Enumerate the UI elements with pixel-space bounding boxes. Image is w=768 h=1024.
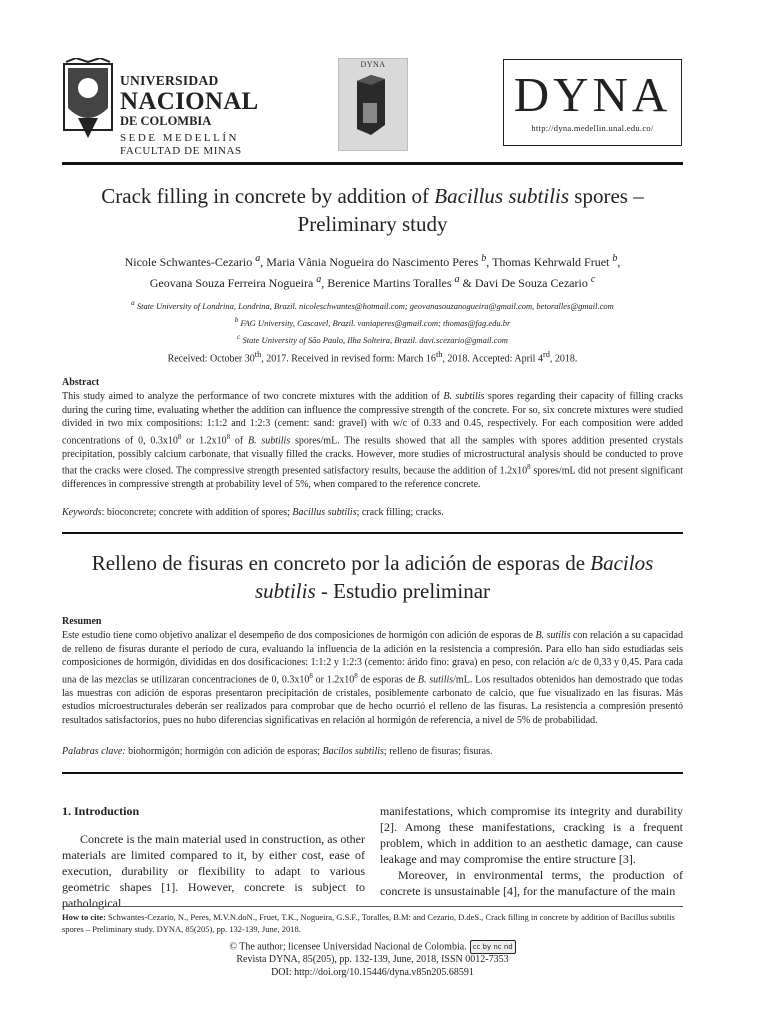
author-name: Nicole Schwantes-Cezario — [124, 255, 253, 269]
journal-issue-line: Revista DYNA, 85(205), pp. 132-139, June, 2018, ISSN 0012-7353 — [236, 954, 509, 965]
abstract-species: B. subtilis — [443, 391, 485, 402]
citation-text: Schwantes-Cezario, N., Peres, M.V.N.doN., Fruet, T.K., Nogueira, G.S.F., Toralles, B.M: and Cezario, D.deS., Crack filling in concrete by addition of Bacillus subtilis spores – Preliminary study. DYNA, 85(205), pp. 132-139, June, 2018. — [62, 912, 675, 934]
author-affil-mark: a — [255, 253, 261, 264]
resumen-text: de esporas de — [357, 674, 418, 686]
abstract-text: spores/mL did not present significant differences in compressive strength at probability level of 5%, when compared to the reference concrete. — [62, 465, 683, 491]
resumen-text: Este estudio tiene como objetivo analizar el desempeño de dos composiciones de hormigón con adición de esporas de — [62, 630, 536, 641]
footer-rule — [62, 906, 683, 907]
author-list — [62, 250, 683, 292]
exponent: 8 — [177, 432, 182, 441]
english-title — [62, 182, 683, 238]
abstract-text: spores regarding their capacity of filling cracks during the curing time, evaluating whether the addition can influence the compressive strength of the concrete. For so, six concrete mixtures were studied divided in two mix compositions: 1:1:2 and 1:2:3 (cement: sand: gravel) with w/c of 0.33 and 0.45, respectively. For each composition were added concentrations of 0, 0.3x10 — [62, 391, 683, 447]
university-name-line3: DE COLOMBIA — [120, 113, 212, 128]
received-text: , 2018. — [549, 353, 578, 365]
received-dates — [62, 348, 683, 366]
journal-logo-box — [503, 59, 682, 146]
how-to-cite-label: How to cite: — [62, 912, 106, 922]
affiliations — [62, 296, 683, 346]
keywords-species: Bacillus subtilis — [292, 507, 357, 518]
resumen-body — [62, 629, 683, 727]
title-line2: Preliminary study — [297, 212, 448, 236]
journal-cover-thumbnail — [338, 58, 408, 151]
title-species: Bacilos — [590, 551, 654, 575]
journal-name: DYNA — [513, 67, 672, 122]
keywords-text: ; crack filling; cracks. — [356, 507, 444, 518]
author-affil-mark: c — [590, 274, 596, 285]
header-rule — [62, 162, 683, 165]
author-separator: , — [617, 255, 621, 269]
intro-paragraph: Concrete is the main material used in construction, as other materials are limited compared to it, by either cost, ease of execution, durability or flexibility to adapt to various geometric shapes [1]. However, concrete is subject to pathological — [62, 832, 365, 910]
intro-left-column — [62, 803, 365, 911]
abstract-species: B. subtilis — [247, 435, 291, 447]
abstract-heading: Abstract — [62, 377, 100, 388]
author-name: Geovana Souza Ferreira Nogueira — [149, 276, 314, 290]
doi-line[interactable]: DOI: http://doi.org/10.15446/dyna.v85n205.68591 — [271, 967, 474, 978]
ordinal: rd — [542, 350, 550, 359]
palabras-clave-label: Palabras clave: — [62, 746, 126, 757]
intro-paragraph: Moreover, in environmental terms, the production of concrete is unsustainable [4], for the manufacture of the main — [380, 868, 683, 898]
intro-paragraph: manifestations, which compromise its integrity and durability [2]. Among these manifestations, cracking is a frequent problem, which in addition to an aesthetic damage, can cause leakage and may compromise the entire structure [3]. — [380, 804, 683, 866]
exponent: 8 — [527, 463, 531, 472]
keywords — [62, 506, 683, 520]
license-line — [62, 940, 683, 954]
author-affil-mark: b — [612, 253, 618, 264]
affiliation-c: State University of São Paulo, Ilha Solteira, Brazil. davi.scezario@gmail.com — [240, 334, 508, 345]
author-name: & Davi De Souza Cezario — [459, 276, 588, 290]
university-campus: SEDE MEDELLÍN — [120, 132, 239, 144]
resumen-text: con relación a su capacidad de relleno de fisuras durante el período de cura, evaluando la influencia de la adición en la resistencia a compresión. Para ello han sido estudiadas seis composiciones de hormigón, divididas en dos dosificaciones: 1:1:2 y 1:2:3 (cemento: árido fino: grava) en peso, con relación a/c de 0,33 y 0,45. Para cada una de las mezclas se utilizaran concentraciones de 0, 0.3x10 — [62, 630, 683, 686]
keywords-label: Keywords — [62, 507, 102, 518]
university-shield-icon — [62, 58, 114, 146]
copyright-text: © The author; licensee Universidad Nacional de Colombia. — [229, 941, 467, 953]
title-species: Bacillus subtilis — [434, 184, 570, 208]
palabras-clave-species: Bacilos subtilis — [322, 746, 384, 757]
intro-right-column — [380, 803, 683, 899]
university-name-line1: UNIVERSIDAD — [120, 73, 219, 88]
received-text: , 2017. Received in revised form: March 16 — [261, 353, 436, 365]
university-name-line2: NACIONAL — [120, 87, 259, 115]
cover-title: DYNA — [360, 60, 386, 69]
affiliation-b: FAG University, Cascavel, Brazil. vaniaperes@gmail.com; thomas@fag.edu.br — [238, 317, 511, 328]
resumen-text: or 1.2x10 — [312, 674, 355, 686]
abstract-text: spores/mL. The results showed that all the samples with spores addition presented crystals precipitation, possibly calcium carbonate, that visually filled the cracks. However, more studies of microstructural analysis should be conducted to prove that the cracks were closed. The compressive strength presented satisfactory results, because the addition of 1.2x10 — [62, 435, 683, 477]
affil-mark: c — [237, 332, 241, 341]
title-text-end: - Estudio preliminar — [315, 579, 491, 603]
palabras-clave — [62, 745, 683, 759]
resumen-heading: Resumen — [62, 616, 102, 627]
ordinal: th — [435, 350, 443, 359]
section-rule — [62, 772, 683, 774]
abstract-body — [62, 390, 683, 492]
affil-mark: a — [131, 299, 135, 307]
palabras-clave-text: biohormigón; hormigón con adición de esporas; — [125, 746, 323, 757]
abstract-text: of — [230, 435, 248, 447]
creative-commons-icon[interactable]: cc by nc nd — [470, 940, 516, 954]
title-text: Relleno de fisuras en concreto por la adición de esporas de — [91, 551, 591, 575]
university-faculty: FACULTAD DE MINAS — [120, 145, 242, 157]
exponent: 8 — [226, 432, 231, 441]
author-name: , Maria Vânia Nogueira do Nascimento Peres — [260, 255, 479, 269]
title-text-end: spores – — [569, 184, 644, 208]
title-species: subtilis — [254, 579, 316, 603]
resumen-text: /mL. Los resultados obtenidos han demostrado que todas las muestras con adición de esporas presentaron precipitación de cristales, posiblemente carbonato de calcio, que fue visualizado en las fisuras. Más estudios microestructurales deberán ser realizados para comprobar que de hecho ocurrió el relleno de las fisuras. La resistencia a compresión presentó resultados satisfactorios, pues no hubo diferencias significativas en relación al hormigón de referencia, a nivel de 5% de probabilidad. — [62, 674, 683, 726]
author-affil-mark: b — [481, 253, 487, 264]
exponent: 8 — [354, 671, 358, 680]
introduction-heading: 1. Introduction — [62, 804, 140, 818]
spanish-title — [62, 549, 683, 605]
section-rule — [62, 532, 683, 534]
exponent: 8 — [309, 671, 313, 680]
abstract-text: This study aimed to analyze the performance of two concrete mixtures with the addition of — [62, 391, 444, 402]
author-affil-mark: a — [454, 274, 460, 285]
author-name: , Berenice Martins Toralles — [321, 276, 452, 290]
resumen-species: B. sutilis — [535, 630, 571, 641]
abstract-text: or 1.2x10 — [181, 435, 227, 447]
ordinal: th — [254, 350, 262, 359]
received-text: , 2018. Accepted: April 4 — [442, 353, 543, 365]
received-text: Received: October 30 — [167, 353, 255, 365]
affiliation-a: State University of Londrina, Londrina, Brazil. nicoleschwantes@hotmail.com; geovanasouzanogueira@gmail.com, betoralles@gmail.com — [134, 300, 614, 311]
palabras-clave-text: ; relleno de fisuras; fisuras. — [383, 746, 493, 757]
journal-url[interactable]: http://dyna.medellin.unal.edu.co/ — [531, 123, 654, 133]
how-to-cite — [62, 911, 683, 935]
author-affil-mark: a — [316, 274, 322, 285]
resumen-species: B. sutilis — [417, 674, 454, 686]
title-text: Crack filling in concrete by addition of — [101, 184, 435, 208]
keywords-text: : bioconcrete; concrete with addition of spores; — [101, 507, 293, 518]
university-logo — [62, 58, 302, 157]
affil-mark: b — [234, 315, 239, 324]
cover-art-icon — [349, 73, 393, 141]
author-name: , Thomas Kehrwald Fruet — [486, 255, 610, 269]
